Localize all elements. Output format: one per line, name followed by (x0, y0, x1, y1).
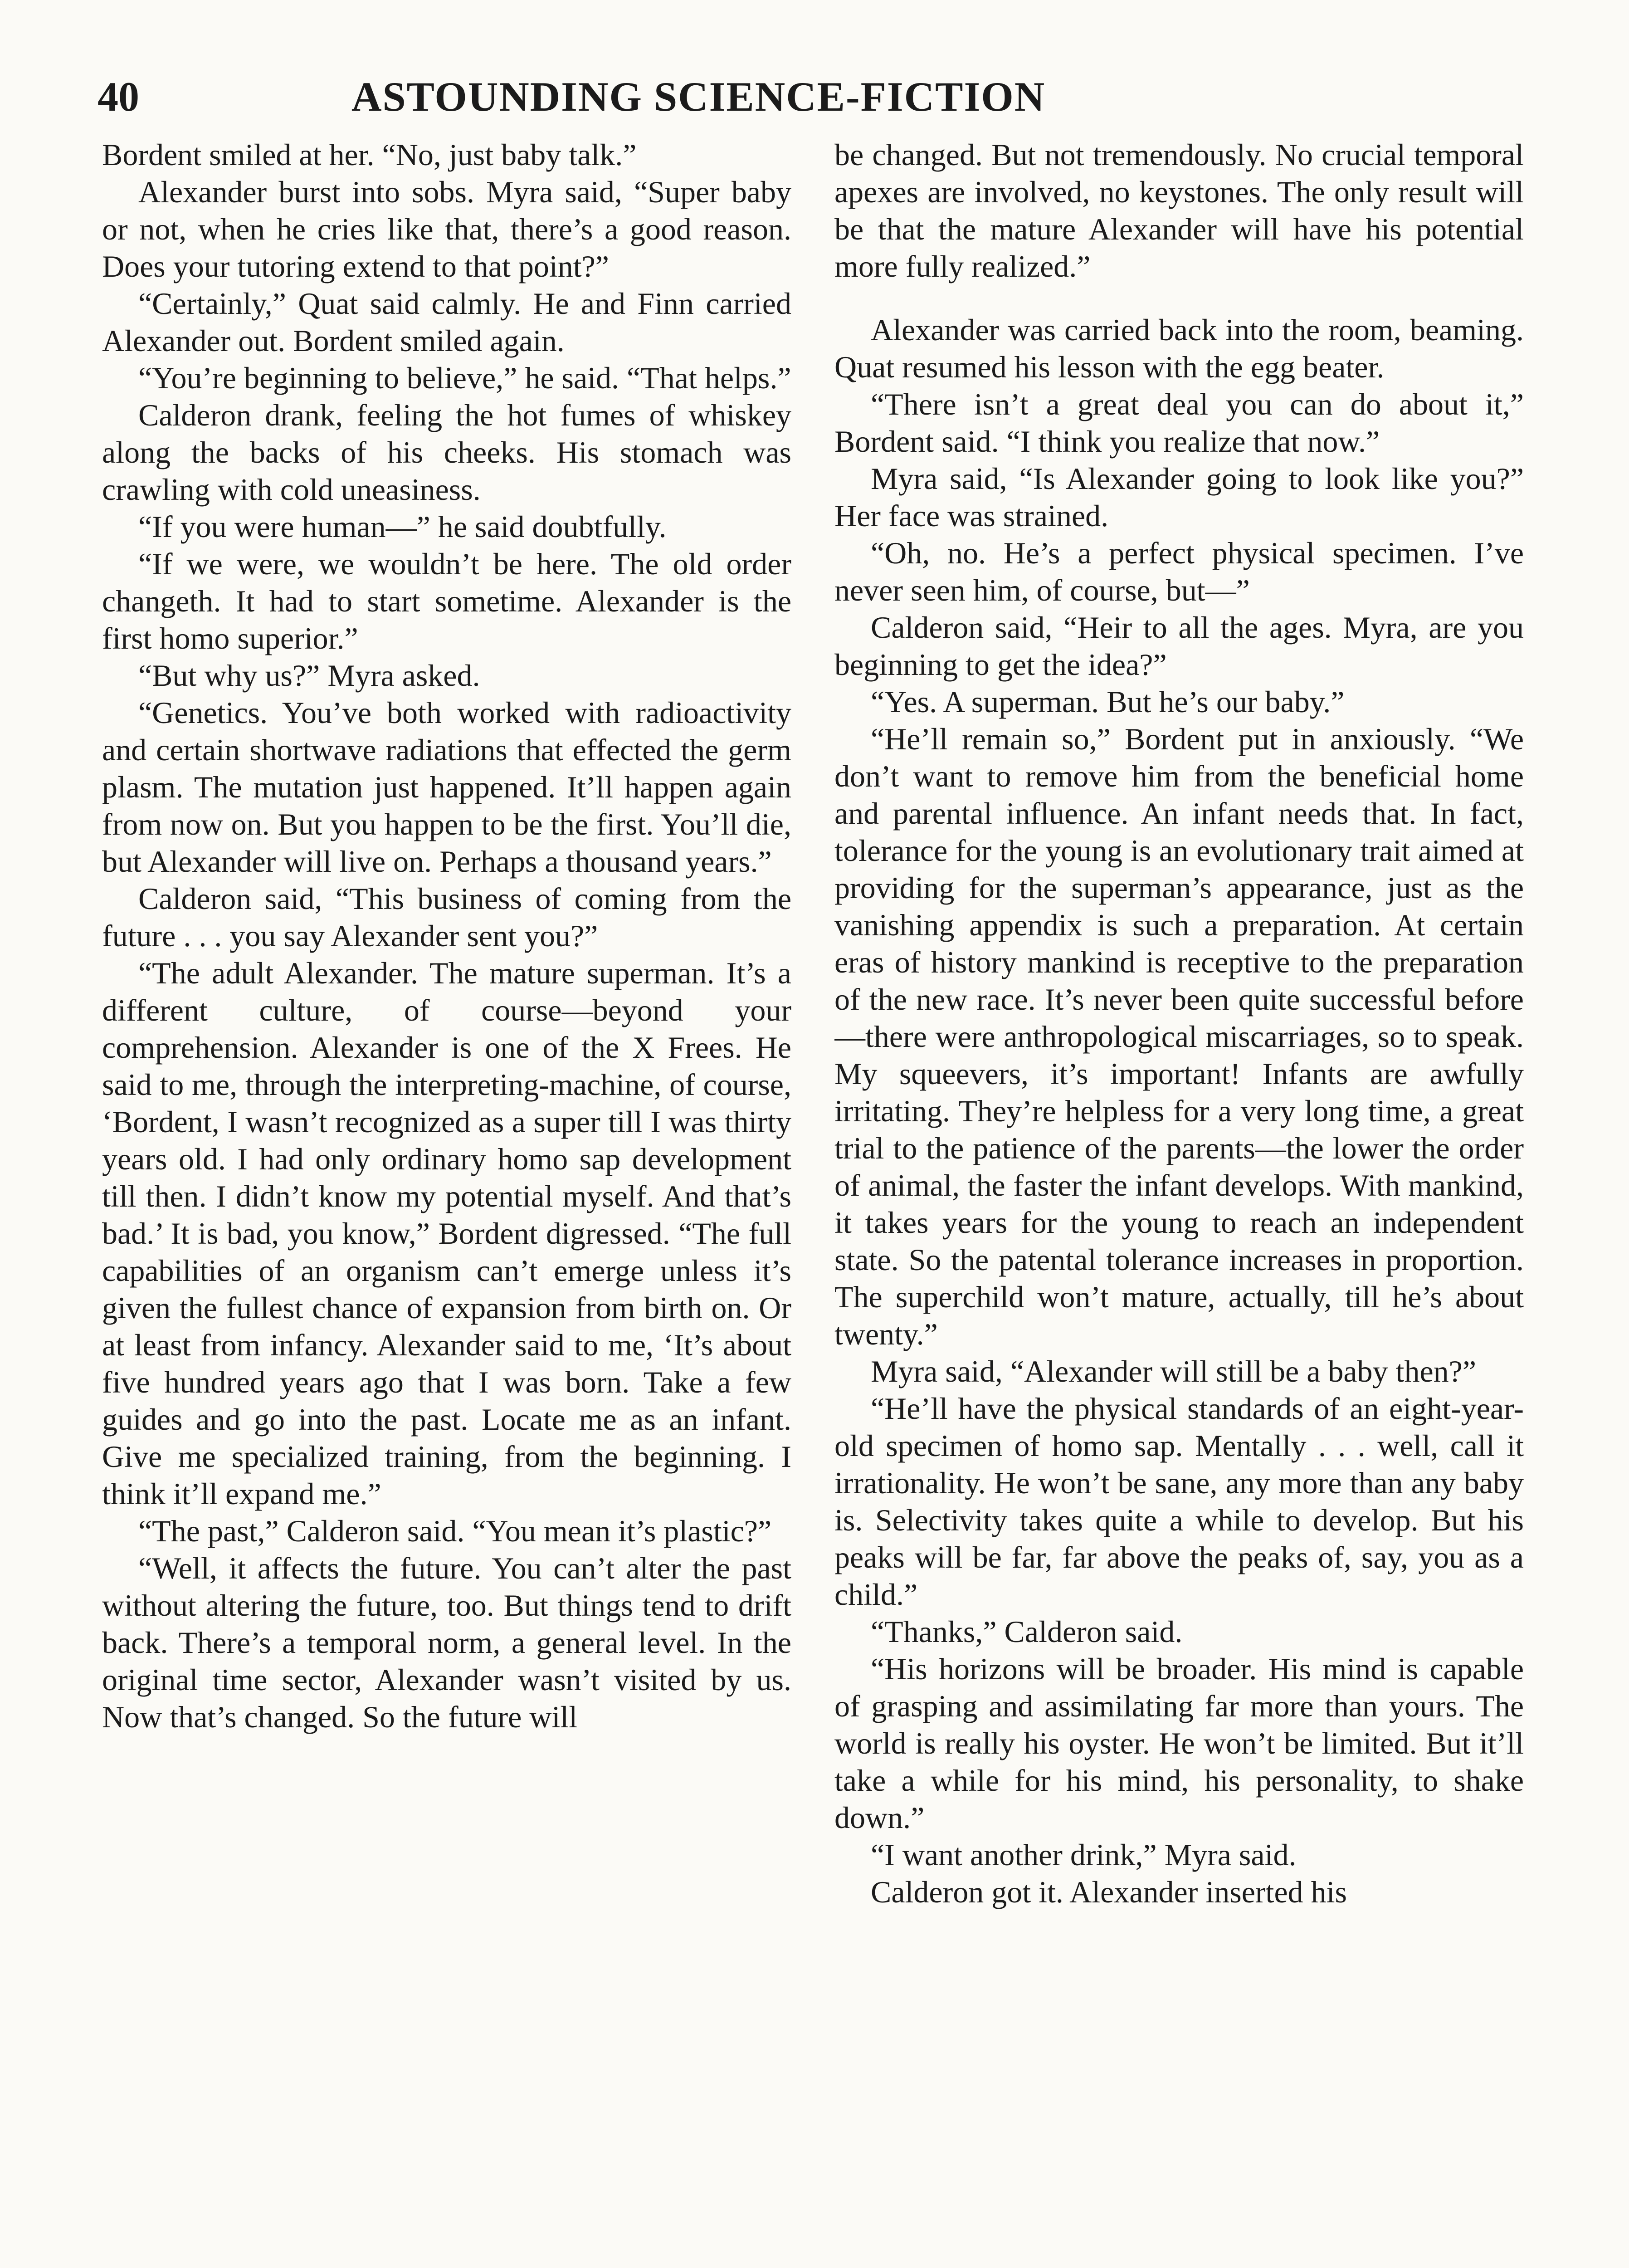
paragraph: Calderon said, “This business of coming from the future . . . you say Alexander sent you?” (102, 881, 791, 953)
paragraph: be changed. But not tremendously. No crucial temporal apexes are involved, no keystones. The only result will be that the mature Alexander will have his potential more fully realized.” (834, 137, 1524, 284)
paragraph: “If we were, we wouldn’t be here. The old order changeth. It had to start sometime. Alexander is the first homo superior.” (102, 547, 791, 655)
paragraph: “Genetics. You’ve both worked with radioactivity and certain shortwave radiations that effected the germ plasm. The mutation just happened. It’ll happen again from now on. But you happen to be the first. You’ll die, but Alexander will live on. Perhaps a thousand years.” (102, 695, 791, 879)
paragraph: Myra said, “Alexander will still be a baby then?” (871, 1354, 1476, 1388)
paragraph: “Oh, no. He’s a perfect physical specimen. I’ve never seen him, of course, but—” (834, 536, 1524, 607)
left-text-column (102, 136, 791, 2268)
paragraph: “His horizons will be broader. His mind is capable of grasping and assimilating far more than yours. The world is really his oyster. He won’t be limited. But it’ll take a while for his mind, his personality, to shake down.” (834, 1652, 1524, 1835)
paragraph: Calderon drank, feeling the hot fumes of whiskey along the backs of his cheeks. His stomach was crawling with cold uneasiness. (102, 398, 791, 507)
paragraph: “Certainly,” Quat said calmly. He and Finn carried Alexander out. Bordent smiled again. (102, 286, 791, 358)
paragraph: “He’ll have the physical standards of an eight-year-old specimen of homo sap. Mentally . . . well, call it irrationality. He won’t be sane, any more than any baby is. Selectivity takes quite a while to develop. But his peaks will be far, far above the peaks of, say, you as a child.” (834, 1391, 1524, 1612)
page-number: 40 (98, 73, 139, 120)
page-header (98, 73, 1154, 127)
paragraph: “If you were human—” he said doubtfully. (138, 509, 667, 544)
paragraph: Alexander was carried back into the room, beaming. Quat resumed his lesson with the egg beater. (834, 313, 1524, 384)
paragraph: “Yes. A superman. But he’s our baby.” (871, 684, 1345, 719)
paragraph: “But why us?” Myra asked. (138, 658, 480, 693)
paragraph: “Well, it affects the future. You can’t alter the past without altering the future, too. But things tend to drift back. There’s a temporal norm, a general level. In the original time sector, Alexander wasn’t visited by us. Now that’s changed. So the future will (102, 1551, 791, 1734)
paragraph: Calderon said, “Heir to all the ages. Myra, are you beginning to get the idea?” (834, 610, 1524, 682)
paragraph: Myra said, “Is Alexander going to look like you?” Her face was strained. (834, 461, 1524, 533)
paragraph: “I want another drink,” Myra said. (871, 1838, 1297, 1872)
paragraph: “He’ll remain so,” Bordent put in anxiously. “We don’t want to remove him from the beneficial home and parental influence. An infant needs that. In fact, tolerance for the young is an evolutionary trait aimed at providing for the superman’s appearance, just as the vanishing appendix is such a preparation. At certain eras of history mankind is receptive to the preparation of the new race. It’s never been quite successful before—there were anthropological miscarriages, so to speak. My squeevers, it’s important! Infants are awfully irritating. They’re helpless for a very long time, a great trial to the patience of the parents—the lower the order of animal, the faster the infant develops. With mankind, it takes years for the young to reach an independent state. So the patental tolerance increases in proportion. The superchild won’t mature, actually, till he’s about twenty.” (834, 722, 1524, 1351)
magazine-title: ASTOUNDING SCIENCE-FICTION (351, 73, 1046, 120)
paragraph: “Thanks,” Calderon said. (871, 1614, 1183, 1649)
right-text-column (834, 136, 1524, 2268)
paragraph: Calderon got it. Alexander inserted his (871, 1875, 1347, 1909)
paragraph: “The adult Alexander. The mature superman. It’s a different culture, of course—beyond your comprehension. Alexander is one of the X Frees. He said to me, through the interpreting-machine, of course, ‘Bordent, I wasn’t recognized as a super till I was thirty years old. I had only ordinary homo sap development till then. I didn’t know my potential myself. And that’s bad.’ It is bad, you know,” Bordent digressed. “The full capabilities of an organism can’t emerge unless it’s given the fullest chance of expansion from birth on. Or at least from infancy. Alexander said to me, ‘It’s about five hundred years ago that I was born. Take a few guides and go into the past. Locate me as an infant. Give me specialized training, from the beginning. I think it’ll expand me.” (102, 956, 791, 1511)
paragraph: “You’re beginning to believe,” he said. “That helps.” (138, 361, 791, 395)
paragraph: Alexander burst into sobs. Myra said, “Super baby or not, when he cries like that, there’s a good reason. Does your tutoring extend to that point?” (102, 175, 791, 284)
paragraph: Bordent smiled at her. “No, just baby talk.” (102, 137, 637, 172)
paragraph: “The past,” Calderon said. “You mean it’s plastic?” (138, 1514, 772, 1548)
paragraph: “There isn’t a great deal you can do about it,” Bordent said. “I think you realize that now.” (834, 387, 1524, 459)
